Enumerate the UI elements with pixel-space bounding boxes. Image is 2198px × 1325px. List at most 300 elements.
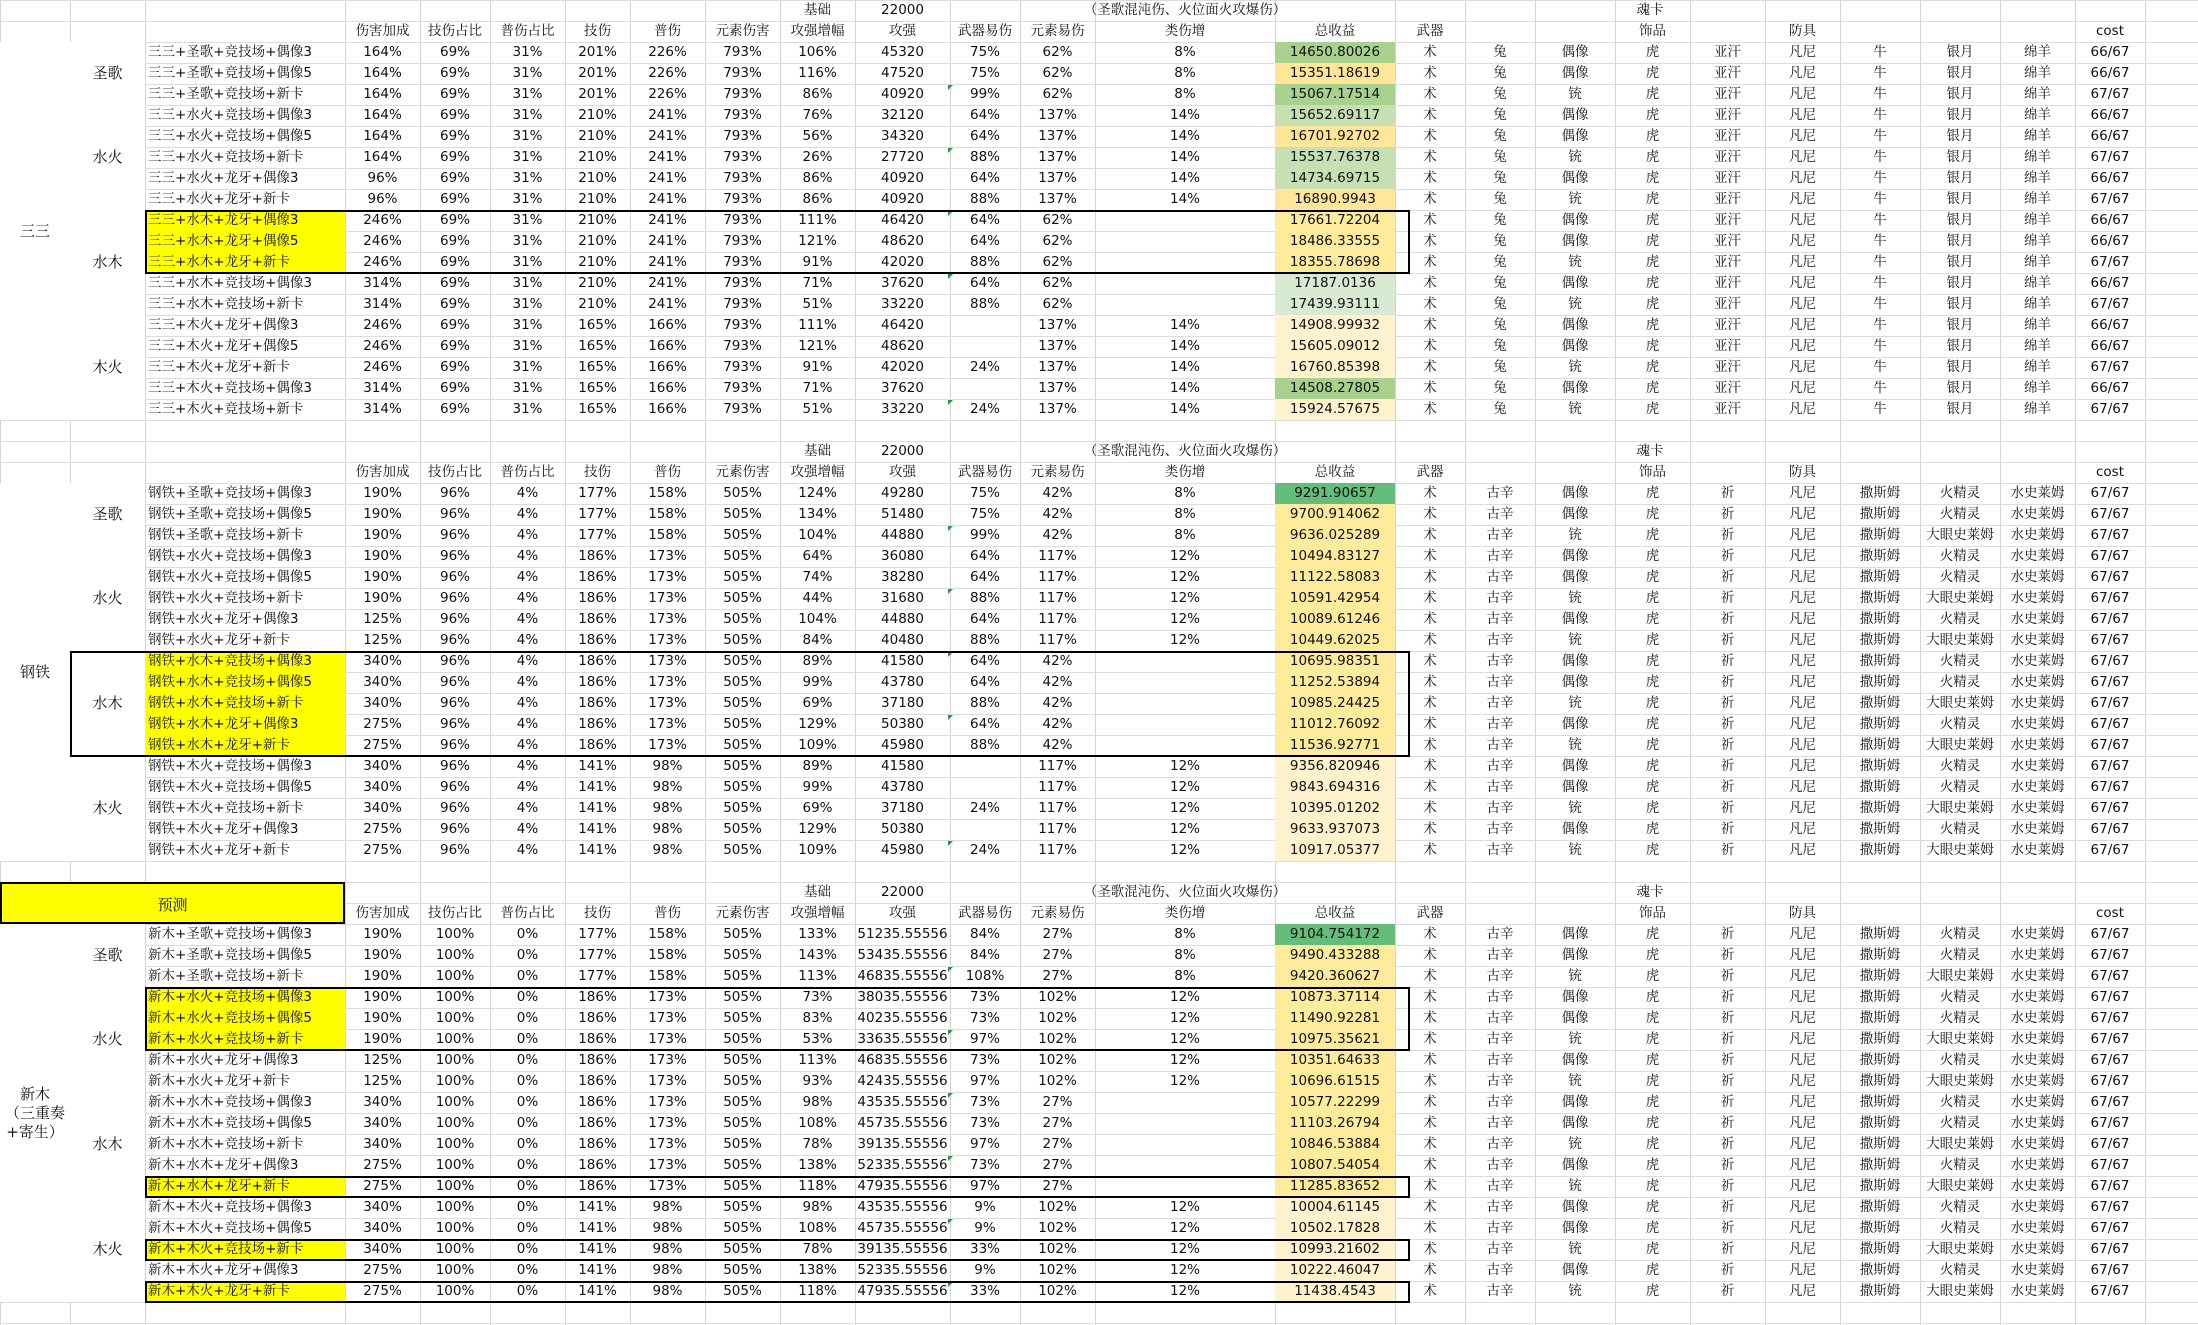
cost[interactable]: 66/67 — [2090, 233, 2130, 249]
atk[interactable]: 40920 — [881, 191, 924, 207]
normal-dmg[interactable]: 98% — [652, 1220, 683, 1236]
build-name[interactable]: 新木+木火+竞技场+偶像5 — [148, 1220, 313, 1236]
atk-boost[interactable]: 134% — [798, 506, 837, 522]
cost[interactable]: 67/67 — [2090, 296, 2130, 312]
weapon-2[interactable]: 古辛 — [1486, 485, 1514, 501]
weapon-2[interactable]: 古辛 — [1486, 737, 1514, 753]
weapon-2[interactable]: 古辛 — [1486, 1115, 1514, 1131]
weapon-1[interactable]: 术 — [1423, 107, 1437, 123]
element-vuln[interactable]: 117% — [1038, 842, 1077, 858]
accessory-2[interactable]: 祈 — [1720, 527, 1735, 543]
weapon-1[interactable]: 术 — [1423, 821, 1437, 837]
normal-ratio[interactable]: 0% — [516, 1031, 539, 1047]
normal-ratio[interactable]: 4% — [516, 548, 539, 564]
element-vuln[interactable]: 102% — [1038, 1283, 1077, 1299]
total-gain[interactable]: 10502.17828 — [1275, 1218, 1395, 1239]
dmg-bonus[interactable]: 246% — [363, 233, 402, 249]
element-vuln[interactable]: 62% — [1042, 233, 1073, 249]
accessory-1[interactable]: 虎 — [1645, 632, 1660, 648]
armor-2[interactable]: 牛 — [1873, 275, 1887, 291]
type-dmg[interactable]: 14% — [1169, 149, 1200, 165]
normal-dmg[interactable]: 166% — [648, 401, 687, 417]
armor-1[interactable]: 凡尼 — [1789, 107, 1816, 123]
column-header[interactable]: 元素易伤 — [1030, 464, 1085, 480]
column-header[interactable]: 技伤 — [584, 23, 611, 39]
armor-1[interactable]: 凡尼 — [1789, 758, 1816, 774]
total-gain[interactable]: 9843.694316 — [1275, 777, 1395, 798]
armor-1[interactable]: 凡尼 — [1789, 1220, 1816, 1236]
atk[interactable]: 34320 — [881, 128, 924, 144]
atk-boost[interactable]: 129% — [798, 821, 837, 837]
weapon-vuln[interactable]: 64% — [969, 611, 1000, 627]
weapon-1[interactable]: 术 — [1423, 170, 1437, 186]
armor-4[interactable]: 水史莱姆 — [2010, 1241, 2065, 1257]
armor-4[interactable]: 水史莱姆 — [2010, 590, 2065, 606]
armor-4[interactable]: 水史莱姆 — [2010, 1262, 2065, 1278]
normal-ratio[interactable]: 31% — [512, 401, 543, 417]
armor-4[interactable]: 水史莱姆 — [2010, 1199, 2065, 1215]
column-header[interactable]: 技伤占比 — [428, 905, 482, 921]
skill-dmg[interactable]: 186% — [578, 1073, 617, 1089]
armor-4[interactable]: 绵羊 — [2024, 170, 2051, 186]
weapon-vuln[interactable] — [950, 819, 1020, 840]
skill-ratio[interactable]: 96% — [439, 821, 470, 837]
skill-dmg[interactable]: 186% — [578, 653, 617, 669]
weapon-2[interactable]: 古辛 — [1486, 800, 1514, 816]
accessory-2[interactable]: 亚汗 — [1714, 233, 1741, 249]
armor-2[interactable]: 牛 — [1873, 296, 1887, 312]
accessory-2[interactable]: 祈 — [1720, 1220, 1735, 1236]
armor-1[interactable]: 凡尼 — [1789, 1115, 1816, 1131]
accessory-2[interactable]: 祈 — [1720, 821, 1735, 837]
column-header[interactable]: 攻强 — [889, 905, 916, 921]
accessory-1[interactable]: 虎 — [1645, 674, 1660, 690]
skill-ratio[interactable]: 69% — [439, 338, 470, 354]
armor-2[interactable]: 撒斯姆 — [1859, 548, 1901, 564]
total-gain[interactable]: 10004.61145 — [1275, 1197, 1395, 1218]
weapon-vuln[interactable]: 88% — [969, 632, 1000, 648]
weapon-3[interactable]: 铳 — [1568, 191, 1582, 207]
accessory-1[interactable]: 虎 — [1645, 653, 1660, 669]
weapon-2[interactable]: 古辛 — [1486, 1010, 1514, 1026]
cost[interactable]: 66/67 — [2090, 65, 2130, 81]
atk-boost[interactable]: 108% — [798, 1115, 837, 1131]
armor-3[interactable]: 大眼史莱姆 — [1926, 737, 1994, 753]
accessory-1[interactable]: 虎 — [1645, 1262, 1660, 1278]
cost[interactable]: 67/67 — [2090, 1262, 2130, 1278]
weapon-vuln[interactable]: 64% — [969, 233, 1000, 249]
weapon-vuln[interactable]: 88% — [969, 737, 1000, 753]
type-dmg[interactable]: 8% — [1174, 926, 1196, 942]
armor-3[interactable]: 火精灵 — [1939, 947, 1981, 963]
type-dmg[interactable]: 14% — [1169, 191, 1200, 207]
weapon-3[interactable]: 铳 — [1568, 296, 1582, 312]
normal-dmg[interactable]: 166% — [648, 380, 687, 396]
skill-ratio[interactable]: 69% — [439, 401, 470, 417]
normal-ratio[interactable]: 0% — [516, 947, 539, 963]
element-dmg[interactable]: 505% — [723, 821, 762, 837]
weapon-2[interactable]: 兔 — [1493, 107, 1507, 123]
armor-1[interactable]: 凡尼 — [1789, 590, 1816, 606]
accessory-2[interactable]: 祈 — [1720, 716, 1735, 732]
weapon-vuln[interactable]: 99% — [969, 527, 1000, 543]
total-gain[interactable]: 10591.42954 — [1275, 588, 1395, 609]
element-dmg[interactable]: 793% — [723, 359, 762, 375]
accessory-1[interactable]: 虎 — [1645, 380, 1660, 396]
armor-1[interactable]: 凡尼 — [1789, 569, 1816, 585]
skill-dmg[interactable]: 186% — [578, 716, 617, 732]
element-dmg[interactable]: 793% — [723, 44, 762, 60]
accessory-1[interactable]: 虎 — [1645, 989, 1660, 1005]
type-dmg[interactable]: 12% — [1169, 1241, 1200, 1257]
normal-dmg[interactable]: 98% — [652, 1199, 683, 1215]
armor-3[interactable]: 火精灵 — [1939, 569, 1981, 585]
accessory-2[interactable]: 祈 — [1720, 632, 1735, 648]
total-gain[interactable]: 11012.76092 — [1275, 714, 1395, 735]
skill-dmg[interactable]: 141% — [578, 758, 617, 774]
atk[interactable]: 46835.55556 — [857, 1052, 948, 1068]
normal-ratio[interactable]: 31% — [512, 128, 543, 144]
normal-dmg[interactable]: 158% — [648, 506, 687, 522]
type-dmg[interactable]: 12% — [1169, 548, 1200, 564]
weapon-2[interactable]: 兔 — [1493, 317, 1507, 333]
armor-1[interactable]: 凡尼 — [1789, 233, 1816, 249]
armor-1[interactable]: 凡尼 — [1789, 401, 1816, 417]
cost[interactable]: 67/67 — [2090, 947, 2130, 963]
atk[interactable]: 43780 — [881, 779, 924, 795]
element-dmg[interactable]: 793% — [723, 401, 762, 417]
skill-dmg[interactable]: 177% — [578, 485, 617, 501]
type-dmg[interactable]: 12% — [1169, 590, 1200, 606]
atk[interactable]: 51235.55556 — [857, 926, 948, 942]
column-header[interactable]: 武器 — [1416, 23, 1444, 39]
column-header[interactable]: 总收益 — [1314, 464, 1356, 480]
cost[interactable]: 67/67 — [2090, 485, 2130, 501]
armor-2[interactable]: 牛 — [1873, 149, 1887, 165]
atk[interactable]: 39135.55556 — [857, 1136, 948, 1152]
atk[interactable]: 51480 — [881, 506, 924, 522]
skill-ratio[interactable]: 100% — [435, 1031, 475, 1047]
normal-dmg[interactable]: 158% — [648, 926, 687, 942]
skill-ratio[interactable]: 100% — [435, 1094, 475, 1110]
weapon-vuln[interactable]: 88% — [969, 296, 1000, 312]
accessory-1[interactable]: 虎 — [1645, 275, 1660, 291]
weapon-3[interactable]: 偶像 — [1561, 611, 1589, 627]
type-dmg[interactable] — [1095, 294, 1275, 315]
element-vuln[interactable]: 27% — [1042, 1115, 1073, 1131]
column-header[interactable] — [1465, 462, 1535, 483]
normal-ratio[interactable]: 4% — [516, 632, 539, 648]
element-dmg[interactable]: 505% — [723, 1136, 762, 1152]
element-vuln[interactable]: 42% — [1042, 695, 1073, 711]
type-dmg[interactable]: 12% — [1169, 611, 1200, 627]
type-dmg[interactable]: 12% — [1169, 989, 1200, 1005]
atk[interactable]: 37620 — [881, 380, 924, 396]
armor-4[interactable]: 水史莱姆 — [2010, 632, 2065, 648]
element-vuln[interactable]: 27% — [1042, 947, 1073, 963]
total-gain[interactable]: 17661.72204 — [1275, 210, 1395, 231]
build-name[interactable]: 新木+木火+龙牙+偶像3 — [148, 1262, 299, 1278]
skill-ratio[interactable]: 69% — [439, 128, 470, 144]
dmg-bonus[interactable]: 164% — [363, 44, 402, 60]
weapon-3[interactable]: 铳 — [1568, 1031, 1582, 1047]
element-dmg[interactable]: 505% — [723, 1094, 762, 1110]
weapon-3[interactable]: 偶像 — [1561, 989, 1589, 1005]
atk-boost[interactable]: 124% — [798, 485, 837, 501]
accessory-2[interactable]: 祈 — [1720, 1157, 1735, 1173]
header-base-value[interactable]: 22000 — [881, 2, 924, 18]
accessory-1[interactable]: 虎 — [1645, 1178, 1660, 1194]
normal-dmg[interactable]: 226% — [648, 44, 687, 60]
atk[interactable]: 32120 — [881, 107, 924, 123]
total-gain[interactable]: 9633.937073 — [1275, 819, 1395, 840]
header-base[interactable]: 基础 — [804, 443, 831, 459]
atk[interactable]: 42435.55556 — [857, 1073, 948, 1089]
armor-3[interactable]: 银月 — [1946, 212, 1974, 228]
accessory-2[interactable]: 祈 — [1720, 695, 1735, 711]
type-dmg[interactable] — [1095, 672, 1275, 693]
cost[interactable]: 67/67 — [2090, 674, 2130, 690]
accessory-1[interactable]: 虎 — [1645, 485, 1660, 501]
normal-ratio[interactable]: 4% — [516, 590, 539, 606]
weapon-3[interactable]: 偶像 — [1561, 44, 1589, 60]
armor-2[interactable]: 撒斯姆 — [1859, 1220, 1901, 1236]
dmg-bonus[interactable]: 164% — [363, 128, 402, 144]
weapon-2[interactable]: 古辛 — [1486, 632, 1514, 648]
weapon-3[interactable]: 偶像 — [1561, 1052, 1589, 1068]
weapon-1[interactable]: 术 — [1423, 506, 1437, 522]
normal-ratio[interactable]: 0% — [516, 1157, 539, 1173]
skill-dmg[interactable]: 186% — [578, 695, 617, 711]
atk[interactable]: 45980 — [881, 737, 924, 753]
element-vuln[interactable]: 117% — [1038, 821, 1077, 837]
armor-1[interactable]: 凡尼 — [1789, 821, 1816, 837]
atk-boost[interactable]: 26% — [802, 149, 833, 165]
skill-ratio[interactable]: 96% — [439, 569, 470, 585]
type-dmg[interactable]: 12% — [1169, 821, 1200, 837]
weapon-vuln[interactable]: 64% — [969, 674, 1000, 690]
build-name[interactable]: 三三+木火+竞技场+新卡 — [148, 401, 304, 417]
armor-4[interactable]: 水史莱姆 — [2010, 842, 2065, 858]
armor-3[interactable]: 银月 — [1946, 380, 1974, 396]
weapon-2[interactable]: 古辛 — [1486, 695, 1514, 711]
weapon-1[interactable]: 术 — [1423, 1010, 1437, 1026]
skill-ratio[interactable]: 100% — [435, 1199, 475, 1215]
armor-3[interactable]: 火精灵 — [1939, 989, 1981, 1005]
build-name[interactable]: 三三+水木+竞技场+偶像3 — [148, 275, 313, 291]
weapon-2[interactable]: 古辛 — [1486, 653, 1514, 669]
weapon-1[interactable]: 术 — [1423, 590, 1437, 606]
total-gain[interactable]: 10873.37114 — [1275, 987, 1395, 1008]
weapon-2[interactable]: 古辛 — [1486, 1220, 1514, 1236]
dmg-bonus[interactable]: 340% — [363, 1115, 402, 1131]
total-gain[interactable]: 10351.64633 — [1275, 1050, 1395, 1071]
atk[interactable]: 37620 — [881, 275, 924, 291]
normal-ratio[interactable]: 31% — [512, 359, 543, 375]
weapon-2[interactable]: 古辛 — [1486, 779, 1514, 795]
armor-2[interactable]: 撒斯姆 — [1859, 758, 1901, 774]
armor-1[interactable]: 凡尼 — [1789, 296, 1816, 312]
accessory-1[interactable]: 虎 — [1645, 527, 1660, 543]
element-dmg[interactable]: 793% — [723, 65, 762, 81]
weapon-1[interactable]: 术 — [1423, 611, 1437, 627]
element-vuln[interactable]: 102% — [1038, 1220, 1077, 1236]
element-vuln[interactable]: 117% — [1038, 758, 1077, 774]
normal-ratio[interactable]: 31% — [512, 107, 543, 123]
total-gain[interactable]: 14508.27805 — [1275, 378, 1395, 399]
atk[interactable]: 27720 — [881, 149, 924, 165]
element-vuln[interactable]: 62% — [1042, 296, 1073, 312]
accessory-1[interactable]: 虎 — [1645, 86, 1660, 102]
normal-ratio[interactable]: 31% — [512, 212, 543, 228]
armor-1[interactable]: 凡尼 — [1789, 611, 1816, 627]
armor-4[interactable]: 水史莱姆 — [2010, 1115, 2065, 1131]
weapon-2[interactable]: 古辛 — [1486, 947, 1514, 963]
atk-boost[interactable]: 86% — [802, 170, 833, 186]
normal-dmg[interactable]: 173% — [648, 674, 687, 690]
normal-ratio[interactable]: 31% — [512, 296, 543, 312]
armor-4[interactable]: 绵羊 — [2024, 254, 2051, 270]
armor-1[interactable]: 凡尼 — [1789, 1283, 1816, 1299]
type-dmg[interactable]: 12% — [1169, 1052, 1200, 1068]
weapon-2[interactable]: 古辛 — [1486, 1136, 1514, 1152]
armor-2[interactable]: 撒斯姆 — [1859, 632, 1901, 648]
skill-dmg[interactable]: 201% — [578, 44, 617, 60]
armor-4[interactable]: 水史莱姆 — [2010, 968, 2065, 984]
total-gain[interactable]: 17439.93111 — [1275, 294, 1395, 315]
accessory-2[interactable]: 祈 — [1720, 842, 1735, 858]
total-gain[interactable]: 10917.05377 — [1275, 840, 1395, 861]
weapon-3[interactable]: 偶像 — [1561, 821, 1589, 837]
cost[interactable]: 67/67 — [2090, 359, 2130, 375]
weapon-2[interactable]: 兔 — [1493, 191, 1507, 207]
weapon-vuln[interactable]: 75% — [969, 485, 1000, 501]
header-base[interactable]: 基础 — [804, 884, 831, 900]
armor-1[interactable]: 凡尼 — [1789, 842, 1816, 858]
armor-2[interactable]: 撒斯姆 — [1859, 737, 1901, 753]
skill-dmg[interactable]: 165% — [578, 359, 617, 375]
weapon-vuln[interactable]: 73% — [969, 1115, 1000, 1131]
armor-4[interactable]: 水史莱姆 — [2010, 1052, 2065, 1068]
accessory-1[interactable]: 虎 — [1645, 359, 1660, 375]
armor-4[interactable]: 绵羊 — [2024, 128, 2051, 144]
armor-3[interactable]: 银月 — [1946, 65, 1974, 81]
armor-2[interactable]: 牛 — [1873, 107, 1887, 123]
prediction-label[interactable]: 预测 — [0, 882, 345, 924]
skill-dmg[interactable]: 186% — [578, 632, 617, 648]
weapon-2[interactable]: 兔 — [1493, 44, 1507, 60]
accessory-2[interactable]: 祈 — [1720, 1199, 1735, 1215]
armor-2[interactable]: 撒斯姆 — [1859, 1115, 1901, 1131]
header-base[interactable]: 基础 — [804, 2, 831, 18]
armor-1[interactable]: 凡尼 — [1789, 275, 1816, 291]
total-gain[interactable]: 10807.54054 — [1275, 1155, 1395, 1176]
type-dmg[interactable]: 12% — [1169, 842, 1200, 858]
normal-dmg[interactable]: 98% — [652, 1241, 683, 1257]
weapon-1[interactable]: 术 — [1423, 128, 1437, 144]
armor-2[interactable]: 撒斯姆 — [1859, 947, 1901, 963]
armor-2[interactable]: 撒斯姆 — [1859, 1241, 1901, 1257]
skill-dmg[interactable]: 177% — [578, 968, 617, 984]
accessory-1[interactable]: 虎 — [1645, 254, 1660, 270]
dmg-bonus[interactable]: 246% — [363, 317, 402, 333]
build-name[interactable]: 钢铁+木火+竞技场+偶像3 — [148, 758, 313, 774]
normal-dmg[interactable]: 241% — [648, 212, 687, 228]
weapon-vuln[interactable]: 64% — [969, 548, 1000, 564]
atk[interactable]: 33635.55556 — [857, 1031, 948, 1047]
skill-ratio[interactable]: 69% — [439, 275, 470, 291]
skill-ratio[interactable]: 96% — [439, 506, 470, 522]
weapon-1[interactable]: 术 — [1423, 380, 1437, 396]
element-vuln[interactable]: 42% — [1042, 527, 1073, 543]
element-vuln[interactable]: 102% — [1038, 1010, 1077, 1026]
skill-dmg[interactable]: 201% — [578, 65, 617, 81]
element-vuln[interactable]: 137% — [1038, 380, 1077, 396]
element-dmg[interactable]: 505% — [723, 926, 762, 942]
cost[interactable]: 66/67 — [2090, 338, 2130, 354]
weapon-3[interactable]: 偶像 — [1561, 1010, 1589, 1026]
weapon-2[interactable]: 兔 — [1493, 170, 1507, 186]
type-dmg[interactable]: 14% — [1169, 107, 1200, 123]
accessory-2[interactable]: 亚汗 — [1714, 44, 1741, 60]
column-header[interactable] — [1535, 903, 1615, 924]
atk[interactable]: 48620 — [881, 338, 924, 354]
total-gain[interactable]: 9420.360627 — [1275, 966, 1395, 987]
column-header[interactable] — [1840, 21, 1920, 42]
cost[interactable]: 67/67 — [2090, 1157, 2130, 1173]
armor-2[interactable]: 撒斯姆 — [1859, 1136, 1901, 1152]
accessory-1[interactable]: 虎 — [1645, 149, 1660, 165]
normal-dmg[interactable]: 226% — [648, 86, 687, 102]
weapon-vuln[interactable]: 75% — [969, 44, 1000, 60]
normal-ratio[interactable]: 31% — [512, 86, 543, 102]
weapon-1[interactable]: 术 — [1423, 485, 1437, 501]
atk-boost[interactable]: 84% — [802, 632, 833, 648]
column-header[interactable]: cost — [2095, 23, 2124, 39]
column-header[interactable] — [1690, 903, 1765, 924]
armor-3[interactable]: 银月 — [1946, 128, 1974, 144]
column-header[interactable]: 攻强增幅 — [790, 23, 845, 39]
weapon-vuln[interactable] — [950, 315, 1020, 336]
armor-1[interactable]: 凡尼 — [1789, 65, 1816, 81]
armor-2[interactable]: 牛 — [1873, 65, 1887, 81]
weapon-3[interactable]: 铳 — [1568, 86, 1582, 102]
type-dmg[interactable]: 8% — [1174, 947, 1196, 963]
armor-2[interactable]: 撒斯姆 — [1859, 1199, 1901, 1215]
skill-dmg[interactable]: 141% — [578, 1283, 617, 1299]
skill-dmg[interactable]: 141% — [578, 1241, 617, 1257]
dmg-bonus[interactable]: 190% — [363, 548, 402, 564]
atk-boost[interactable]: 109% — [798, 737, 837, 753]
armor-3[interactable]: 火精灵 — [1939, 1052, 1981, 1068]
normal-dmg[interactable]: 241% — [648, 296, 687, 312]
accessory-1[interactable]: 虎 — [1645, 1010, 1660, 1026]
cost[interactable]: 66/67 — [2090, 275, 2130, 291]
normal-ratio[interactable]: 0% — [516, 1220, 539, 1236]
armor-2[interactable]: 牛 — [1873, 212, 1887, 228]
column-header[interactable]: 技伤 — [584, 905, 611, 921]
element-vuln[interactable]: 137% — [1038, 170, 1077, 186]
skill-dmg[interactable]: 177% — [578, 926, 617, 942]
normal-dmg[interactable]: 173% — [648, 1052, 687, 1068]
armor-3[interactable]: 大眼史莱姆 — [1926, 968, 1994, 984]
weapon-vuln[interactable]: 75% — [969, 506, 1000, 522]
normal-ratio[interactable]: 0% — [516, 1010, 539, 1026]
armor-1[interactable]: 凡尼 — [1789, 632, 1816, 648]
element-vuln[interactable]: 42% — [1042, 737, 1073, 753]
normal-ratio[interactable]: 4% — [516, 569, 539, 585]
skill-ratio[interactable]: 100% — [435, 1052, 475, 1068]
